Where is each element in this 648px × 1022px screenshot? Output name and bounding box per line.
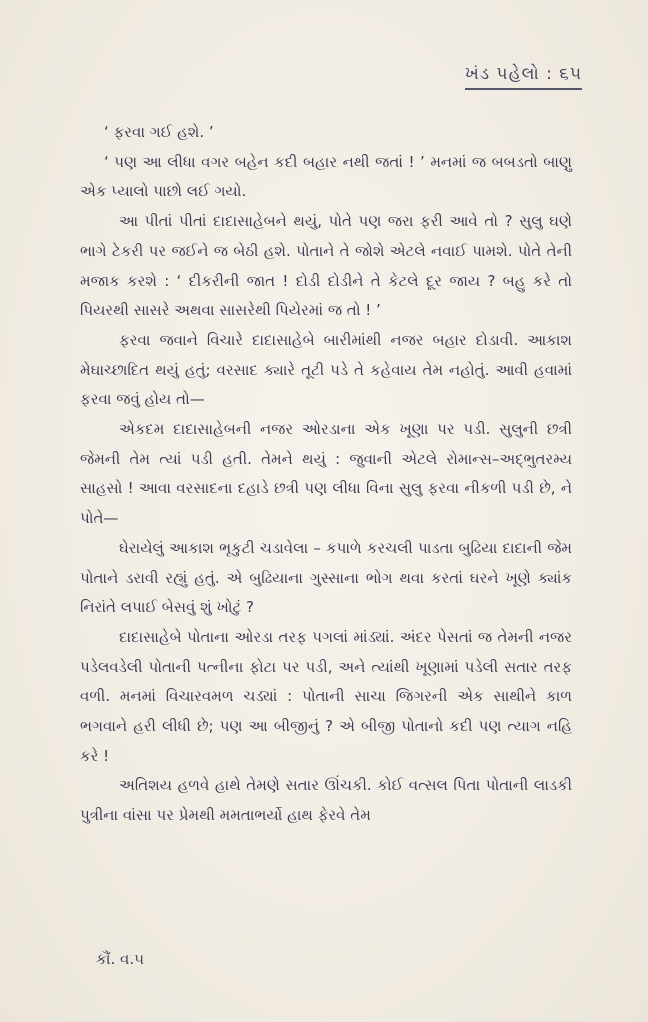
printer-signature: કૌં. વ.૫ — [96, 950, 144, 968]
paragraph-1: ‘ ફરવા ગઈ હશે. ’ — [104, 123, 214, 141]
body-text — [80, 118, 572, 831]
paragraph-5: એકદમ દાદાસાહેબની નજર ઓરડાના એક ખૂણા પર પડી. સુલુની છત્રી જેમની તેમ ત્યાં પડી હતી. તેમને થયું : જુવાની એટલે રોમાન્સ–અદ્‌ભુતરમ્ય સાહસો ! આવા વરસાદના દહાડે છત્રી પણ લીધા વિના સુલુ ફરવા નીકળી પડી છે, ને પોતે— — [80, 420, 572, 528]
running-head: ખંડ પહેલો : ૬૫ — [465, 64, 582, 90]
paragraph-7: દાદાસાહેબે પોતાના ઓરડા તરફ પગલાં માંડ્યાં. અંદર પેસતાં જ તેમની નજર પડેલવડેલી પોતાની પત્નીના ફોટા પર પડી, અને ત્યાંથી ખૂણામાં પડેલી સતાર તરફ વળી. મનમાં વિચારવમળ ચડ્યાં : પોતાની સાચા જિગરની એક સાથીને કાળ ભગવાને હરી લીધી છે; પણ આ બીજીનું ? એ બીજી પોતાનો કદી પણ ત્યાગ નહિ કરે ! — [80, 627, 572, 765]
paragraph-2: ‘ પણ આ લીધા વગર બહેન કદી બહાર નથી જતાં ! ’ મનમાં જ બબડતો બાણુ એક પ્યાલો પાછો લઈ ગયો. — [80, 152, 572, 201]
paragraph-6: ઘેરાયેલું આકાશ ભૃકુટી ચડાવેલા – કપાળે કરચલી પાડતા બુઢિયા દાદાની જેમ પોતાને ડરાવી રહ્યું હતું. એ બુઢિયાના ગુસ્સાના ભોગ થવા કરતાં ઘરને ખૂણે ક્યાંક નિરાંતે લપાઈ બેસવું શું ખોટું ? — [80, 538, 572, 617]
paragraph-3: આ પીતાં પીતાં દાદાસાહેબને થયું, પોતે પણ જરા ફરી આવે તો ? સુલુ ઘણે ભાગે ટેકરી પર જઈને જ બેઠી હશે. પોતાને તે જોશે એટલે નવાઈ પામશે. પોતે તેની મજાક કરશે : ‘ દીકરીની જાત ! દોડી દોડીને તે કેટલે દૂર જાય ? બહુ કરે તો પિયરથી સાસરે અથવા સાસરેથી પિયેરમાં જ તો ! ’ — [80, 212, 572, 320]
paragraph-8: અતિશય હળવે હાથે તેમણે સતાર ઊંચકી. કોઈ વત્સલ પિતા પોતાની લાડકી પુત્રીના વાંસા પર પ્રેમથી મમતાભર્યો હાથ ફેરવે તેમ — [80, 776, 572, 825]
paragraph-4: ફરવા જવાને વિચારે દાદાસાહેબે બારીમાંથી નજર બહાર દોડાવી. આકાશ મેઘાચ્છાદિત થયું હતું; વરસાદ ક્યારે તૂટી પડે તે કહેવાય તેમ નહોતું. આવી હવામાં ફરવા જવું હોય તો— — [80, 330, 572, 409]
